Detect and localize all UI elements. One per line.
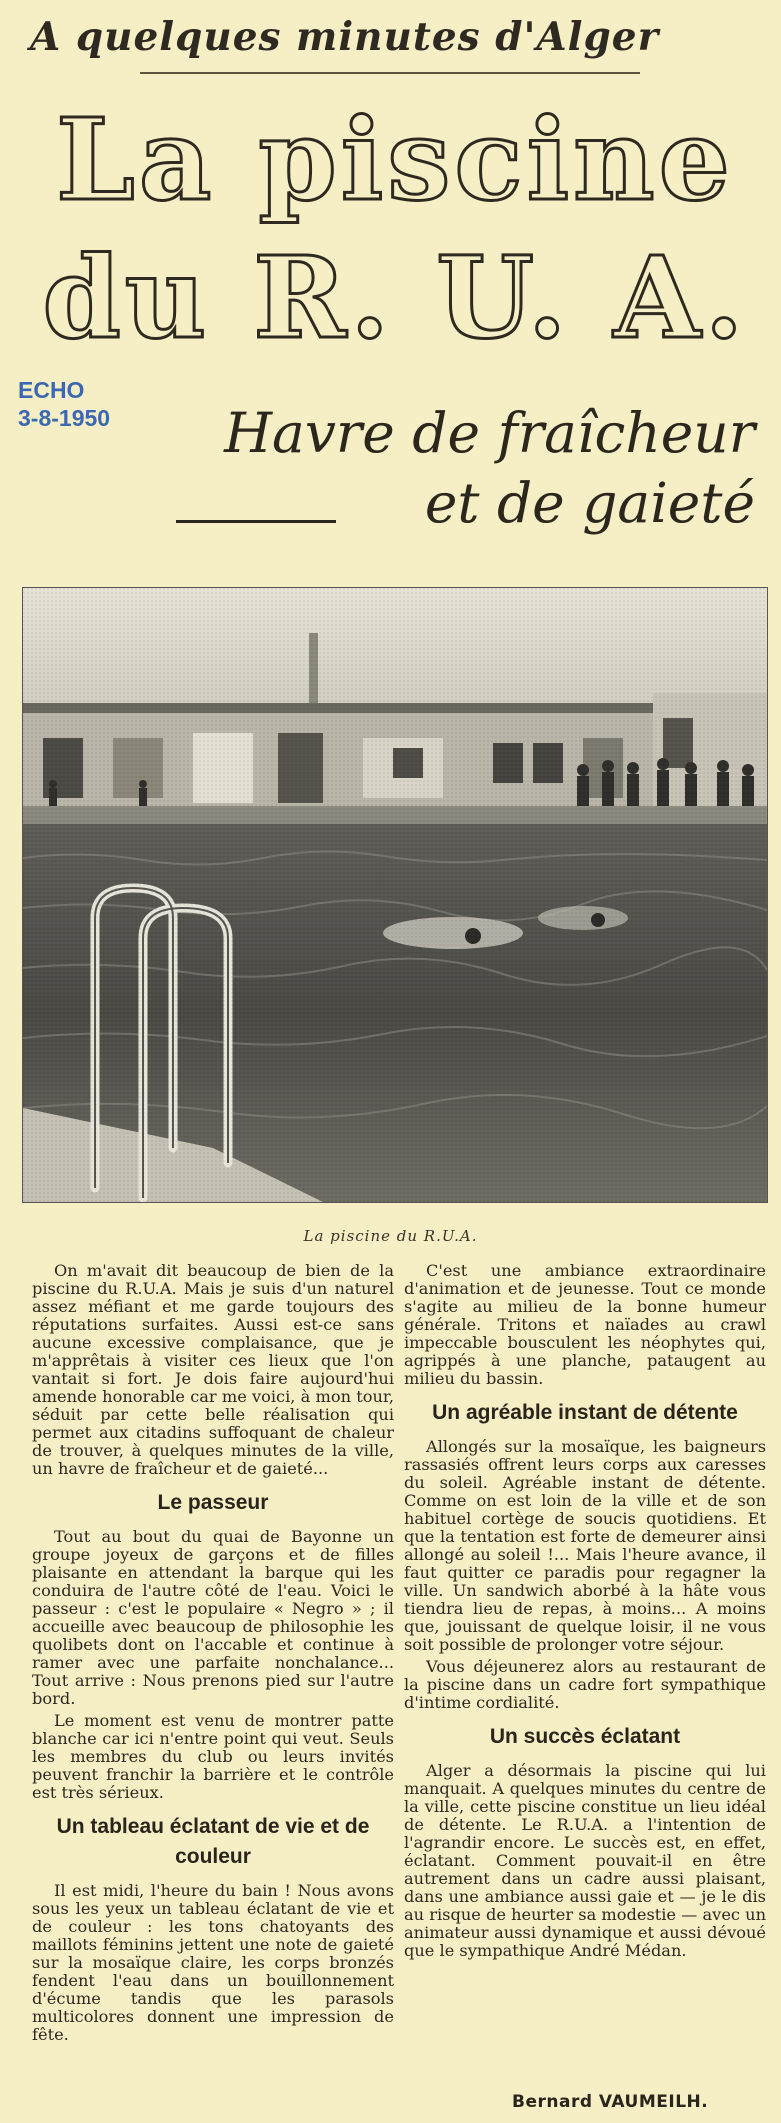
stamp-source: ECHO [18,377,85,403]
headline-line-1: La piscine [56,95,734,226]
stamp-date: 3-8-1950 [18,405,111,431]
paragraph-tableau-1: Il est midi, l'heure du bain ! Nous avons sous les yeux un tableau éclatant de vie et de couleur : les tons chatoyants des maillots féminins jettent une note de gaieté sur la mosaïque claire, les corps bronzés fendent l'eau dans un bouillonnement d'écume tandis que les parasols multicolores donnent une impression de fête. [32,1881,394,2044]
paragraph-detente-2: Vous déjeunerez alors au restaurant de la piscine dans un cadre fort sympathique d'intime cordialité. [404,1657,766,1712]
section-heading-passeur: Le passeur [157,1491,269,1514]
subheadline-line-1: Havre de fraîcheur [224,401,755,465]
pool-photo-image [23,588,767,1202]
paragraph-ambiance: C'est une ambiance extraordinaire d'animation et de jeunesse. Tout ce monde s'agite au milieu de la bonne humeur générale. Tritons et naïades au crawl impeccable bousculent les néophytes qui, agrippés à une planche, pataugent au milieu du bassin. [404,1261,766,1388]
paragraph-intro: On m'avait dit beaucoup de bien de la piscine du R.U.A. Mais je suis d'un naturel assez méfiant et me garde toujours des réputations surfaites. Aussi est-ce sans aucune excessive complaisance, que je m'apprêtais à visiter ces lieux que l'on vantait si fort. Je dois faire aujourd'hui amende honorable car me voici, à mon tour, séduit par cette belle réalisation qui permet aux citadins suffoquant de chaleur de trouver, à quelques minutes de la ville, un havre de fraîcheur et de gaieté... [32,1261,394,1478]
section-heading-succes: Un succès éclatant [489,1725,681,1748]
kicker-title: A quelques minutes d'Alger [30,14,660,60]
section-heading-tableau: Un tableau éclatant de vie et de couleur [56,1815,370,1868]
dash-rule [176,520,336,523]
paragraph-succes-1: Alger a désormais la piscine qui lui manquait. A quelques minutes du centre de la ville, cette piscine constitue un lieu idéal de détente. Le R.U.A. a l'intention de l'agrandir encore. Le succès est, en effet, éclatant. Comment pouvait-il en être autrement dans un cadre aussi plaisant, dans une ambiance aussi gaie et — je le dis au risque de heurter sa modestie — avec un animateur aussi dynamique et aussi dévoué que le sympathique André Médan. [404,1761,766,1960]
archive-stamp [18,376,110,432]
article-column-right [404,1262,766,1964]
author-signature: Bernard VAUMEILH. [512,2092,709,2112]
headline-line-2: du R. U. A. [42,233,748,364]
article-column-left [32,1262,394,2048]
paragraph-passeur-1: Tout au bout du quai de Bayonne un groupe joyeux de garçons et de filles plaisante en attendant la barque qui les conduira de l'autre côté de l'eau. Voici le passeur : c'est le populaire « Negro » ; il accueille avec beaucoup de philosophie les quolibets dont on l'accable et continue à ramer avec une parfaite nonchalance... Tout arrive : Nous prenons pied sur l'autre bord. [32,1527,394,1708]
paragraph-detente-1: Allongés sur la mosaïque, les baigneurs rassasiés offrent leurs corps aux caresses du soleil. Agréable instant de détente. Comme on est loin de la ville et de son habituel cortège de soucis quotidiens. Et que la tentation est forte de demeurer ainsi allongé au soleil !... Mais l'heure avance, il faut quitter ce paradis pour regagner la ville. Un sandwich aborbé à la hâte vous tiendra lieu de repas, à moins... A moins que, jouissant de quelque loisir, il ne vous soit possible de prolonger votre séjour. [404,1437,766,1654]
subheadline-line-2: et de gaieté [424,471,755,535]
divider-rule [140,72,640,74]
pool-photograph [22,587,768,1203]
subheadline [160,398,755,538]
section-heading-detente: Un agréable instant de détente [432,1401,738,1424]
photo-caption: La piscine du R.U.A. [303,1227,478,1245]
paragraph-passeur-2: Le moment est venu de montrer patte blanche car ici n'entre point qui veut. Seuls les membres du club ou leurs invités peuvent franchir la barrière et le contrôle est très sérieux. [32,1711,394,1802]
headline [30,92,760,368]
